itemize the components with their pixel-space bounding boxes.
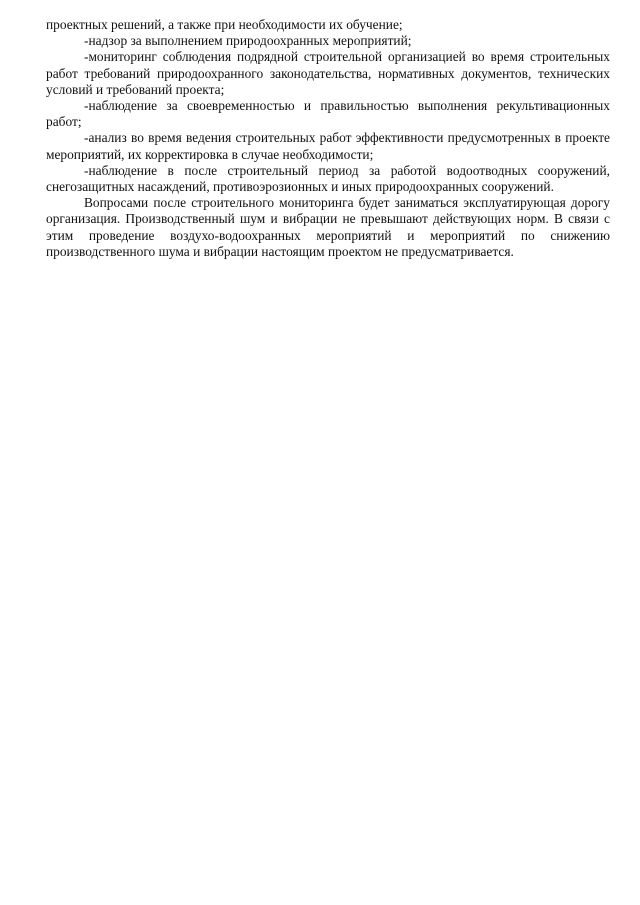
list-item-recultivation: -наблюдение за своевременностью и правильностью выполнения рекультивационных работ;: [46, 98, 610, 130]
list-item-post-construction: -наблюдение в после строительный период за работой водоотводных сооружений, снегозащитных насаждений, противоэрозионных и иных природоохранных сооружений.: [46, 162, 610, 195]
document-body: [46, 17, 610, 260]
list-item-analysis: -анализ во время ведения строительных работ эффективности предусмотренных в проекте мероприятий, их корректировка в случае необходимости;: [46, 130, 610, 162]
list-item-monitoring: -мониторинг соблюдения подрядной строительной организацией во время строительных работ требований природоохранного законодательства, нормативных документов, технических условий и требований проекта;: [46, 49, 610, 97]
paragraph-conclusion: Вопросами после строительного мониторинга будет заниматься эксплуатирующая дорогу организация. Производственный шум и вибрации не превышают действующих норм. В связи с этим проведение воздухо-водоохранных мероприятий и мероприятий по снижению производственного шума и вибрации настоящим проектом не предусматривается.: [46, 195, 610, 259]
paragraph-continuation: проектных решений, а также при необходимости их обучение;: [46, 17, 403, 32]
list-item-supervision: -надзор за выполнением природоохранных мероприятий;: [84, 33, 412, 49]
